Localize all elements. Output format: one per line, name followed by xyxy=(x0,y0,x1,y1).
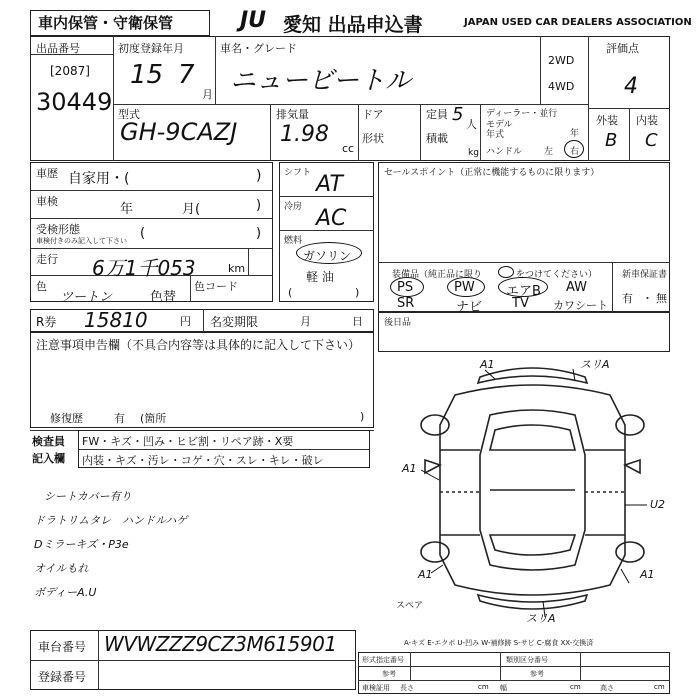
handle-right-circle xyxy=(564,140,584,158)
repair-yes: 有 xyxy=(114,412,125,425)
fuel-gasoline: ガソリン xyxy=(303,249,352,263)
dims-reg-cert: 車検証用 xyxy=(362,684,390,692)
dealer-label: ディーラー・並行 xyxy=(486,109,558,119)
recycle-unit: 円 xyxy=(180,315,191,328)
spare-label: スペア xyxy=(396,601,424,611)
inspection-label: 車検 xyxy=(36,195,58,208)
equip-pw-circle xyxy=(447,277,485,297)
inspector-row-1: FW・キズ・凹み・ヒビ割・リペア跡・X要 xyxy=(82,435,294,448)
later-docs-label: 後日品 xyxy=(384,318,412,328)
mileage-unit: km xyxy=(228,262,246,275)
displacement-value: 1.98 xyxy=(280,122,329,147)
handwritten-note-4: オイルもれ xyxy=(34,562,89,575)
inspector-label-2: 記入欄 xyxy=(32,452,65,465)
year-unit: 年 xyxy=(570,129,580,139)
equip-ps: PS xyxy=(397,280,414,295)
diagram-mark-1: A1 xyxy=(480,358,495,371)
color-label: 色 xyxy=(36,280,47,293)
color-change-label: 色替 xyxy=(150,290,177,305)
equip-airbag-circle xyxy=(498,277,548,297)
car-damage-diagram xyxy=(395,355,670,625)
fuel-close: ) xyxy=(355,286,360,299)
handle-right: 右 xyxy=(570,147,580,157)
name-change-month: 月 xyxy=(300,315,311,328)
shift-label: シフト xyxy=(284,168,312,178)
handwritten-note-2: ドラトリムタレ ハンドルハゲ xyxy=(34,514,188,527)
dims-length: 長さ xyxy=(400,684,414,692)
inspection-month: 月( xyxy=(182,202,201,217)
notes-label: 注意事項申告欄（不具合内容等は具体的に記入して下さい） xyxy=(36,338,361,352)
equip-sr: SR xyxy=(397,296,415,311)
vin-label: 車台番号 xyxy=(38,640,87,654)
plate-label: 登録番号 xyxy=(38,670,87,684)
inspection-year: 年 xyxy=(120,202,134,217)
mileage-value: 6万1千053 xyxy=(92,256,196,280)
equipment-label: 装備品（純正品に限り xyxy=(392,270,483,280)
repair-place: (箇所 xyxy=(140,412,167,425)
diagram-mark-6: A1 xyxy=(640,568,655,581)
fuel-open: ( xyxy=(288,286,293,299)
lot-sub: [2087] xyxy=(50,64,90,78)
handwritten-note-5: ボディーA.U xyxy=(34,586,97,599)
doors-label: ドア xyxy=(362,108,384,121)
dims-unit-3: cm xyxy=(654,683,665,691)
inspector-label-1: 検査員 xyxy=(32,435,65,448)
equip-tv: TV xyxy=(512,296,529,311)
dims-unit-2: cm xyxy=(570,683,581,691)
association-name: JAPAN USED CAR DEALERS ASSOCIATION xyxy=(464,17,692,28)
shape-label: 形状 xyxy=(362,132,384,145)
handwritten-note-3: Dミラーキズ・P3e xyxy=(34,538,129,551)
registration-month-unit: 月 xyxy=(202,88,213,101)
registration-label: 初度登録年月 xyxy=(118,42,184,55)
receipt-open: ( xyxy=(140,226,146,241)
exterior-label: 外装 xyxy=(596,114,618,127)
damage-legend: A-キズ E-エクボ U-凹み W-補修跡 S-サビ C-腐食 XX-交換済 xyxy=(404,639,594,647)
warranty-yes: 有 xyxy=(622,292,633,305)
aircon-label: 冷房 xyxy=(284,202,303,212)
dims-height: 高さ xyxy=(600,684,614,692)
mileage-label: 走行 xyxy=(36,253,58,266)
displacement-label: 排気量 xyxy=(276,108,309,121)
equip-pw: PW xyxy=(454,280,475,295)
handwritten-note-1: シートカバー有り xyxy=(44,490,132,503)
diagram-mark-3: A1 xyxy=(402,462,417,475)
interior-label: 内装 xyxy=(636,114,658,127)
lot-number: 30449 xyxy=(36,88,113,116)
displacement-unit: cc xyxy=(342,142,355,155)
equip-airbag: エアB xyxy=(506,284,541,299)
handle-label: ハンドル xyxy=(486,147,523,157)
fuel-gasoline-circle xyxy=(296,242,362,264)
inspector-row-2: 内装・キズ・汚レ・コゲ・穴・スレ・キレ・破レ xyxy=(82,454,324,467)
equipment-label-2: をつけてください） xyxy=(516,270,598,280)
receipt-label: 受検形態 xyxy=(36,223,80,236)
exterior-grade: B xyxy=(605,130,618,151)
rating-label: 評価点 xyxy=(606,42,639,55)
diagram-mark-5: A1 xyxy=(418,568,433,581)
handle-left: 左 xyxy=(544,147,554,157)
history-label: 車歴 xyxy=(36,167,58,180)
sales-point-label: セールスポイント（正常に機能するものに限ります） xyxy=(384,168,600,178)
aircon-value: AC xyxy=(316,206,347,231)
interior-grade: C xyxy=(645,130,658,151)
dims-cert2: 類別区分番号 xyxy=(506,656,548,664)
equipment-legend-circle xyxy=(498,266,514,278)
repair-close: ) xyxy=(360,410,365,423)
dims-ref-1: 参考 xyxy=(382,670,396,678)
later-docs-block xyxy=(378,312,670,352)
car-name-label: 車名・グレード xyxy=(220,42,297,55)
diagram-mark-2: スリA xyxy=(580,358,610,371)
receipt-close: ) xyxy=(256,226,262,241)
equip-ps-circle xyxy=(390,277,424,297)
recycle-value: 15810 xyxy=(84,308,148,332)
fuel-label: 燃料 xyxy=(284,236,303,246)
name-change-day: 日 xyxy=(352,315,363,328)
dims-cert: 形式指定番号 xyxy=(362,656,404,664)
car-name-value: ニュービートル xyxy=(230,66,411,96)
receipt-note: 車検付きのみ記入して下さい xyxy=(36,237,127,245)
drive-4wd: 4WD xyxy=(548,80,575,93)
shift-value: AT xyxy=(316,172,343,197)
history-close: ) xyxy=(256,168,262,184)
capacity-label: 定員 xyxy=(426,108,448,121)
color-code-label: 色コード xyxy=(194,280,238,293)
warranty-sep: ・ xyxy=(642,292,653,305)
dims-ref-2: 参考 xyxy=(530,670,544,678)
model-label: 型式 xyxy=(118,108,140,121)
recycle-label: R券 xyxy=(36,315,57,329)
history-value: 自家用・( xyxy=(68,171,130,187)
lot-label: 出品番号 xyxy=(36,42,80,55)
model-year-label: モデル年式 xyxy=(486,120,513,140)
brand-name: 愛知 出品申込書 xyxy=(283,14,423,36)
load-label: 積載 xyxy=(426,132,448,145)
warranty-no: 無 xyxy=(656,292,667,305)
equip-leather: カワシート xyxy=(553,299,608,312)
diagram-mark-7: スリA xyxy=(526,612,556,625)
load-unit: kg xyxy=(468,148,479,158)
repair-label: 修復歴 xyxy=(50,412,83,425)
warranty-label: 新車保証書 xyxy=(622,270,668,280)
brand-logo: JU xyxy=(240,8,267,33)
rating-score: 4 xyxy=(624,74,638,99)
vin-value: WVWZZZ9CZ3M615901 xyxy=(104,632,337,656)
fuel-diesel: 軽 油 xyxy=(306,270,334,284)
diagram-mark-4: U2 xyxy=(650,498,666,511)
recycle-block xyxy=(30,309,374,332)
dims-unit-1: cm xyxy=(478,683,489,691)
color-value: ツートン xyxy=(60,290,113,305)
inspection-close: ) xyxy=(256,198,262,213)
equip-navi: ナビ xyxy=(456,300,483,315)
capacity-value: 5 xyxy=(452,104,464,125)
registration-year: 15 xyxy=(130,60,164,90)
drive-2wd: 2WD xyxy=(548,54,575,67)
registration-month: 7 xyxy=(178,60,195,90)
capacity-unit: 人 xyxy=(466,118,477,131)
name-change-label: 名変期限 xyxy=(210,315,259,329)
model-value: GH-9CAZJ xyxy=(120,118,238,146)
form-title: 車内保管・守衛保管 xyxy=(38,14,174,32)
equip-aw: AW xyxy=(566,280,588,295)
dims-width: 幅 xyxy=(500,684,507,692)
